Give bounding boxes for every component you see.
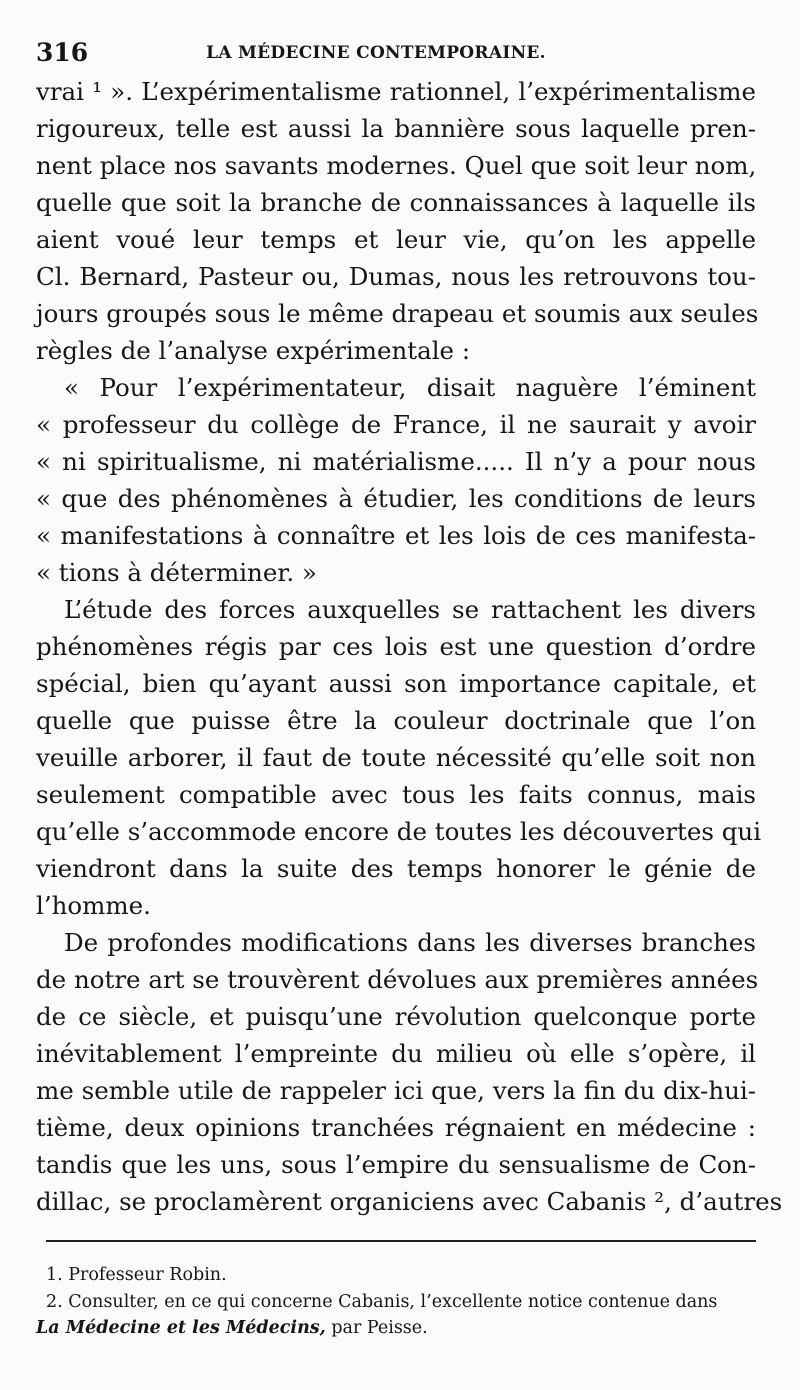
text-line: De profondes modifications dans les diverses branches bbox=[64, 928, 756, 957]
text-line: quelle que puisse être la couleur doctrinale que l’on bbox=[36, 706, 756, 735]
text-line: de ce siècle, et puisqu’une révolution quelconque porte bbox=[36, 1002, 756, 1031]
text-line: viendront dans la suite des temps honorer le génie de bbox=[36, 854, 756, 883]
text-line: vrai ¹ ». L’expérimentalisme rationnel, l’expérimentalisme bbox=[36, 77, 756, 106]
text-line: rigoureux, telle est aussi la bannière sous laquelle pren- bbox=[36, 114, 756, 143]
text-line: me semble utile de rappeler ici que, vers la fin du dix-hui- bbox=[36, 1076, 756, 1105]
quote-line: « Pour l’expérimentateur, disait naguère l’éminent bbox=[64, 373, 756, 402]
text-line: phénomènes régis par ces lois est une question d’ordre bbox=[36, 632, 756, 661]
text-line: inévitablement l’empreinte du milieu où elle s’opère, il bbox=[36, 1039, 756, 1068]
text-line: dillac, se proclamèrent organiciens avec Cabanis ², d’autres bbox=[36, 1187, 783, 1216]
footnote-rule bbox=[46, 1240, 756, 1242]
text-line: veuille arborer, il faut de toute nécessité qu’elle soit non bbox=[36, 743, 756, 772]
footnote-1: 1. Professeur Robin. bbox=[46, 1265, 227, 1285]
page-number: 316 bbox=[36, 38, 89, 67]
text-line: seulement compatible avec tous les faits connus, mais bbox=[36, 780, 756, 809]
text-line: tandis que les uns, sous l’empire du sensualisme de Con- bbox=[36, 1150, 756, 1179]
text-line: tième, deux opinions tranchées régnaient en médecine : bbox=[36, 1113, 756, 1142]
text-line: jours groupés sous le même drapeau et soumis aux seules bbox=[36, 299, 759, 328]
book-title: La Médecine et les Médecins, bbox=[36, 1318, 326, 1338]
text-line: aient voué leur temps et leur vie, qu’on les appelle bbox=[36, 225, 756, 254]
text-line: Cl. Bernard, Pasteur ou, Dumas, nous les retrouvons tou- bbox=[36, 262, 756, 291]
text-line: qu’elle s’accommode encore de toutes les découvertes qui bbox=[36, 817, 762, 846]
quote-line: « que des phénomènes à étudier, les conditions de leurs bbox=[36, 484, 756, 513]
quote-line: « ni spiritualisme, ni matérialisme..... Il n’y a pour nous bbox=[36, 447, 756, 476]
footnote-author: par Peisse. bbox=[325, 1318, 428, 1338]
running-head: LA MÉDECINE CONTEMPORAINE. bbox=[206, 43, 546, 63]
text-line: règles de l’analyse expérimentale : bbox=[36, 336, 471, 365]
text-line: spécial, bien qu’ayant aussi son importance capitale, et bbox=[36, 669, 756, 698]
text-line: l’homme. bbox=[36, 891, 151, 920]
quote-line: « tions à déterminer. » bbox=[36, 558, 317, 587]
footnote-2: 2. Consulter, en ce qui concerne Cabanis, l’excellente notice contenue dans bbox=[46, 1292, 718, 1312]
footnote-2-continuation bbox=[36, 1315, 751, 1341]
quote-line: « professeur du collège de France, il ne saurait y avoir bbox=[36, 410, 756, 439]
page-header bbox=[36, 38, 736, 68]
text-line: nent place nos savants modernes. Quel que soit leur nom, bbox=[36, 151, 757, 180]
text-line: de notre art se trouvèrent dévolues aux premières années bbox=[36, 965, 759, 994]
text-line: L’étude des forces auxquelles se rattachent les divers bbox=[64, 595, 756, 624]
text-line: quelle que soit la branche de connaissances à laquelle ils bbox=[36, 188, 756, 217]
quote-line: « manifestations à connaître et les lois de ces manifesta- bbox=[36, 521, 756, 550]
